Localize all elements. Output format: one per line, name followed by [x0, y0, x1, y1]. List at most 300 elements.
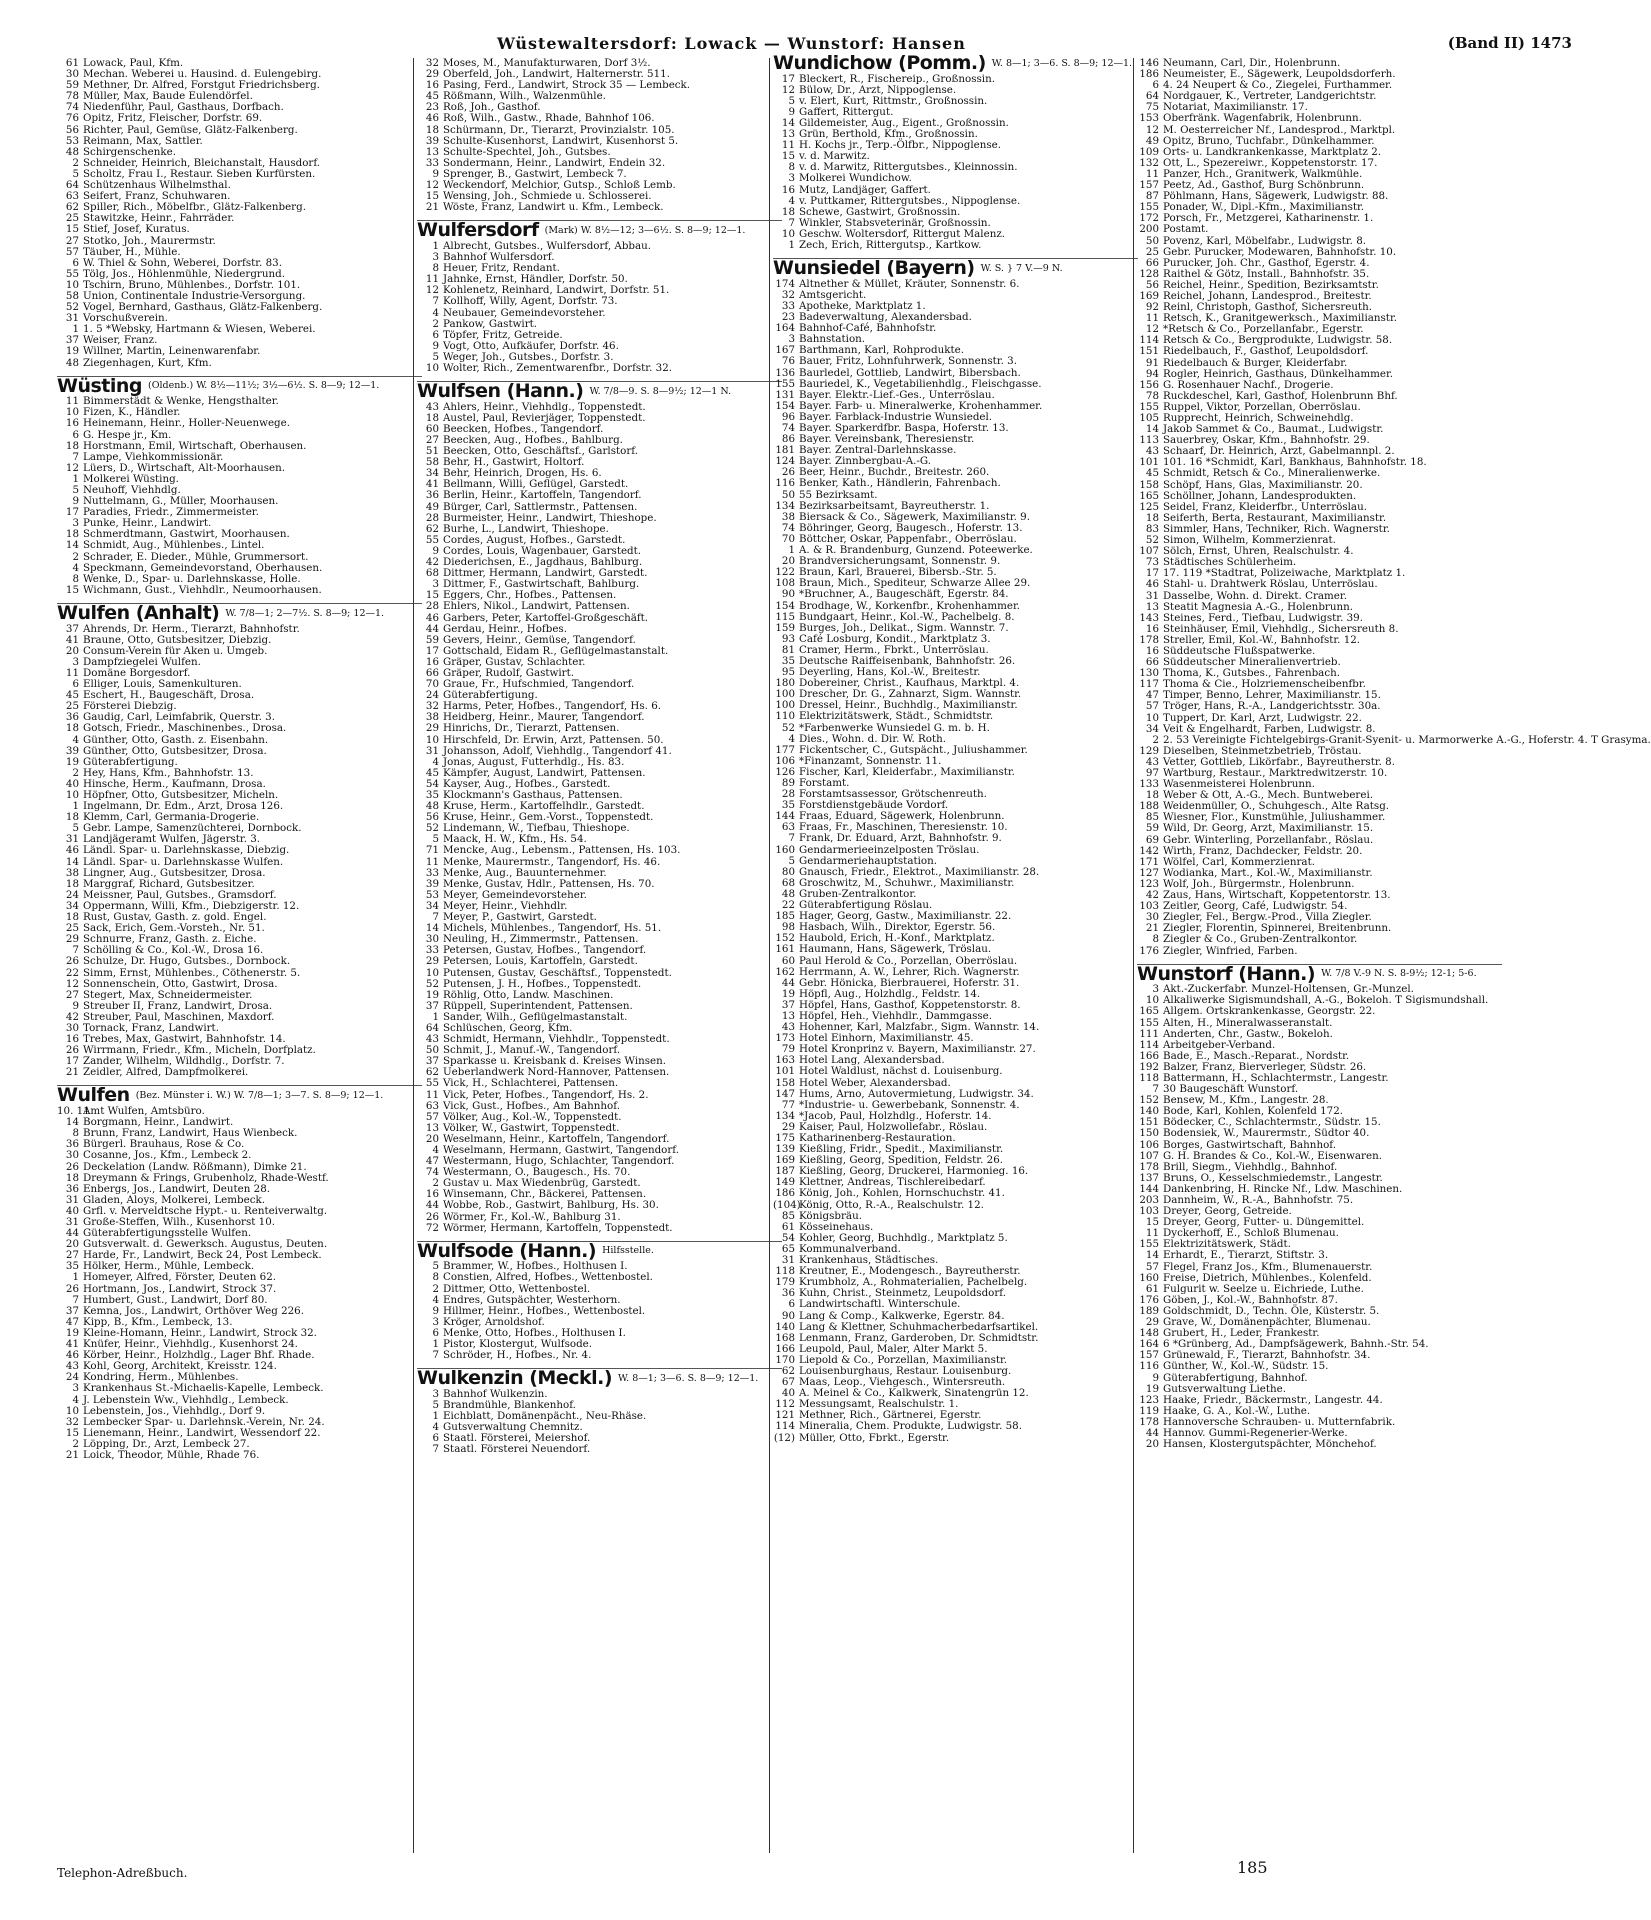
- subscriber-name: Braun, Karl, Brauerei, Bibersb.-Str. 5.: [799, 566, 997, 579]
- footer-publication: Telephon-Adreßbuch.: [57, 1866, 188, 1880]
- phone-number: 4: [72, 1393, 79, 1406]
- subscriber-name: Bahnhof Wulkenzin.: [443, 1387, 548, 1400]
- subscriber-name: Göben, J., Kol.-W., Bahnhofstr. 87.: [1163, 1293, 1338, 1306]
- subscriber-name: Landjägeramt Wulfen, Jägerstr. 3.: [83, 833, 261, 846]
- subscriber-name: Westermann, O., Baugesch., Hs. 70.: [443, 1166, 631, 1179]
- office-hours: W. 8—1; 3—6. S. 8—9; 12—1.: [618, 1372, 759, 1384]
- subscriber-name: Große-Steffen, Wilh., Kusenhorst 10.: [83, 1216, 276, 1229]
- subscriber-name: Kollhoff, Willy, Agent, Dorfstr. 73.: [443, 295, 618, 308]
- subscriber-name: Steatit Magnesia A.-G., Holenbrunn.: [1163, 600, 1353, 613]
- subscriber-name: Bahnstation.: [799, 333, 866, 346]
- subscriber-name: Biersack & Co., Sägewerk, Maximilianstr. 9.: [799, 510, 1031, 523]
- subscriber-name: Rüppell, Superintendent, Pattensen.: [443, 999, 633, 1012]
- directory-entry: [417, 202, 782, 213]
- column-divider: [769, 58, 770, 1853]
- column-4: [1137, 57, 1651, 1853]
- phone-number: 153: [1139, 112, 1159, 125]
- phone-number: 10: [65, 278, 79, 291]
- phone-number: 18: [1145, 789, 1159, 802]
- place-name: Wüsting: [57, 374, 143, 397]
- subscriber-name: Homeyer, Alfred, Förster, Deuten 62.: [83, 1271, 277, 1284]
- subscriber-name: Haubold, Erich, H.-Konf., Marktplatz.: [799, 932, 995, 945]
- subscriber-name: Wild, Dr. Georg, Arzt, Maximilianstr. 15.: [1163, 822, 1374, 835]
- phone-number: 9: [432, 339, 439, 352]
- phone-number: 2: [72, 550, 79, 563]
- phone-number: 169: [1139, 289, 1159, 302]
- subscriber-name: Putensen, J. H., Hofbes., Toppenstedt.: [443, 977, 642, 990]
- subscriber-name: Nuttelmann, G., Müller, Moorhausen.: [83, 495, 279, 508]
- phone-number: 16: [425, 655, 439, 668]
- subscriber-name: Klockmann's Gasthaus, Pattensen.: [443, 789, 623, 801]
- subscriber-name: Heinemann, Heinr., Holler-Neuenwege.: [83, 417, 290, 430]
- phone-number: 37: [781, 998, 795, 1011]
- subscriber-name: Liepold & Co., Porzellan, Maximilianstr.: [799, 1353, 1008, 1366]
- phone-number: 59: [65, 79, 79, 92]
- directory-entry: [57, 1450, 422, 1461]
- subscriber-name: Rößmann, Wilh., Walzenmühle.: [443, 90, 606, 103]
- directory-entry: [417, 1350, 782, 1361]
- phone-number: 48: [65, 356, 79, 369]
- phone-number: 30: [425, 933, 439, 946]
- subscriber-name: Försterei Diebzig.: [83, 700, 177, 713]
- phone-number: 14: [425, 922, 439, 935]
- phone-number: 5: [788, 94, 795, 107]
- subscriber-name: Hums, Arno, Autovermietung, Ludwigstr. 34.: [799, 1087, 1034, 1100]
- phone-number: 176: [1139, 944, 1159, 957]
- subscriber-name: Rupprecht, Heinrich, Schweinehdlg.: [1163, 412, 1354, 424]
- phone-number: 15: [425, 589, 439, 602]
- subscriber-name: Borges, Gastwirtschaft, Bahnhof.: [1163, 1138, 1336, 1151]
- subscriber-name: Hillmer, Heinr., Hofbes., Wettenbostel.: [443, 1304, 646, 1317]
- phone-number: 10: [65, 1404, 79, 1417]
- phone-number: 57: [1145, 700, 1159, 713]
- phone-number: 114: [1139, 1038, 1159, 1051]
- phone-number: 18: [65, 811, 79, 824]
- phone-number: 146: [1139, 57, 1159, 69]
- phone-number: 70: [781, 532, 795, 545]
- subscriber-name: Günther, Otto, Gasth. z. Eisenbahn.: [83, 733, 269, 746]
- phone-number: 143: [1139, 611, 1159, 624]
- phone-number: 2: [432, 1282, 439, 1295]
- subscriber-name: Gevers, Heinr., Gemüse, Tangendorf.: [443, 633, 636, 646]
- phone-number: 45: [65, 689, 79, 702]
- phone-number: 4: [788, 194, 795, 207]
- phone-number: 74: [781, 422, 795, 434]
- phone-number: 68: [781, 876, 795, 889]
- subscriber-name: Albrecht, Gutsbes., Wulfersdorf, Abbau.: [443, 239, 652, 252]
- phone-number: 151: [1139, 1116, 1159, 1129]
- subscriber-name: Vogt, Otto, Aufkäufer, Dorfstr. 46.: [443, 339, 619, 352]
- subscriber-name: Behr, Heinrich, Drogen, Hs. 6.: [443, 467, 602, 480]
- phone-number: 8: [72, 572, 79, 585]
- phone-number: 8: [1152, 933, 1159, 946]
- subscriber-name: Fraas, Eduard, Sägewerk, Holenbrunn.: [799, 810, 1005, 823]
- subscriber-name: Elliger, Louis, Samenkulturen.: [83, 678, 242, 691]
- directory-entry: [1137, 946, 1502, 957]
- phone-number: 31: [1145, 589, 1159, 602]
- phone-number: 124: [775, 455, 795, 468]
- office-hours: W. 8—1; 3—6. S. 8—9; 12—1.: [991, 57, 1133, 69]
- phone-number: 27: [425, 434, 439, 446]
- subscriber-name: v. d. Marwitz, Rittergutsbes., Kleinnossin.: [799, 161, 1018, 174]
- phone-number: 31: [425, 744, 439, 757]
- subscriber-name: Gruben-Zentralkontor.: [799, 887, 917, 900]
- place-name: Wundichow (Pomm.): [773, 52, 986, 74]
- subscriber-name: Westermann, Hugo, Schlachter, Tangendorf.: [443, 1155, 675, 1168]
- subscriber-name: Hölker, Herm., Mühle, Lembeck.: [83, 1260, 255, 1273]
- subscriber-name: Menke, Otto, Hofbes., Holthusen I.: [443, 1326, 626, 1339]
- phone-number: 156: [1139, 378, 1159, 391]
- subscriber-name: Diederichsen, E., Jagdhaus, Bahlburg.: [443, 556, 643, 569]
- phone-number: 19: [781, 987, 795, 1000]
- phone-number: 39: [425, 877, 439, 890]
- phone-number: 90: [781, 1309, 795, 1322]
- subscriber-name: Dasselbe, Wohn. d. Direkt. Cramer.: [1163, 589, 1347, 602]
- subscriber-name: Consum-Verein für Aken u. Umgeb.: [83, 644, 268, 657]
- place-name: Wulfsen (Hann.): [417, 380, 584, 403]
- subscriber-name: Timper, Benno, Lehrer, Maximilianstr. 15.: [1163, 689, 1381, 702]
- subscriber-name: Kemna, Jos., Landwirt, Orthöver Weg 226.: [83, 1304, 305, 1317]
- phone-number: 14: [65, 539, 79, 552]
- phone-number: 15: [1145, 1216, 1159, 1229]
- phone-number: 41: [425, 478, 439, 491]
- phone-number: 139: [775, 1143, 795, 1156]
- phone-number: 51: [425, 445, 439, 458]
- subscriber-name: Höpfel, Hans, Gasthof, Koppetenstorstr. 8.: [799, 998, 1021, 1011]
- phone-number: 6: [72, 678, 79, 691]
- phone-number: 23: [425, 101, 439, 114]
- subscriber-name: Güterabfertigungsstelle Wulfen.: [83, 1227, 252, 1240]
- phone-number: 152: [1139, 1094, 1159, 1107]
- subscriber-name: Petersen, Louis, Kartoffeln, Garstedt.: [443, 955, 638, 968]
- subscriber-name: Hortmann, Jos., Landwirt, Strock 37.: [83, 1282, 277, 1295]
- subscriber-name: König, Joh., Kohlen, Hornschuchstr. 41.: [799, 1187, 1005, 1200]
- phone-number: 42: [425, 556, 439, 569]
- subscriber-name: Hotel Weber, Alexandersbad.: [799, 1076, 951, 1089]
- phone-number: 203: [1139, 1194, 1159, 1207]
- phone-number: 13: [781, 128, 795, 141]
- subscriber-name: Tschirn, Bruno, Mühlenbes., Dorfstr. 101.: [83, 278, 301, 291]
- phone-number: 17: [781, 72, 795, 85]
- subscriber-name: *Retsch & Co., Porzellanfabr., Egerstr.: [1163, 323, 1364, 336]
- place-heading: [773, 52, 1138, 74]
- subscriber-name: Ehlers, Nikol., Landwirt, Pattensen.: [443, 600, 630, 613]
- subscriber-name: Beecken, Hofbes., Tangendorf.: [443, 422, 604, 435]
- phone-number: 63: [65, 190, 79, 203]
- subscriber-name: Horstmann, Emil, Wirtschaft, Oberhausen.: [83, 439, 307, 452]
- phone-number: 7: [432, 1443, 439, 1456]
- subscriber-name: Lowack, Paul, Kfm.: [83, 57, 184, 69]
- subscriber-name: Seiferth, Berta, Restaurant, Maximilianstr.: [1163, 511, 1387, 524]
- phone-number: 61: [781, 1220, 795, 1233]
- subscriber-name: Apotheke, Marktplatz 1.: [799, 299, 926, 312]
- subscriber-name: Arbeitgeber-Verband.: [1163, 1038, 1276, 1051]
- phone-number: 1: [432, 239, 439, 252]
- column-2: [417, 58, 782, 1853]
- subscriber-name: Schöllner, Johann, Landesprodukten.: [1163, 489, 1357, 502]
- subscriber-name: Deutsche Raiffeisenbank, Bahnhofstr. 26.: [799, 654, 1016, 667]
- subscriber-name: Putensen, Gustav, Geschäftsf., Toppenstedt.: [443, 966, 672, 979]
- phone-number: 66: [1145, 656, 1159, 669]
- subscriber-name: Tölg, Jos., Höhlenmühle, Niedergrund.: [83, 267, 285, 280]
- subscriber-name: Jonas, August, Futterhdlg., Hs. 83.: [443, 755, 625, 768]
- phone-number: 185: [775, 910, 795, 923]
- subscriber-name: *Farbenwerke Wunsiedel G. m. b. H.: [799, 721, 990, 734]
- subscriber-name: Porsch, Fr., Metzgerei, Katharinenstr. 1.: [1163, 212, 1374, 225]
- phone-number: 21: [65, 1448, 79, 1461]
- subscriber-name: Ponader, W., Dipl.-Kfm., Maximilianstr.: [1163, 201, 1365, 214]
- subscriber-name: Forstamtsassessor, Grötschenreuth.: [799, 788, 987, 801]
- phone-number: 74: [425, 1166, 439, 1179]
- subscriber-name: Gottschald, Eidam R., Geflügelmastanstalt.: [443, 644, 669, 657]
- subscriber-name: Elektrizitätswerk, Städt., Schmidtstr.: [799, 710, 994, 723]
- phone-number: 52: [425, 977, 439, 990]
- phone-number: 43: [1145, 445, 1159, 458]
- phone-number: 20: [1145, 1438, 1159, 1451]
- phone-number: 5: [788, 854, 795, 867]
- phone-number: 44: [65, 1227, 79, 1240]
- phone-number: 5: [72, 484, 79, 497]
- phone-number: 17: [425, 644, 439, 657]
- subscriber-name: Simm, Ernst, Mühlenbes., Cöthenerstr. 5.: [83, 966, 301, 979]
- phone-number: 15: [65, 223, 79, 236]
- phone-number: 67: [781, 1376, 795, 1389]
- phone-number: 31: [781, 1254, 795, 1267]
- phone-number: 80: [781, 865, 795, 878]
- phone-number: 34: [65, 899, 79, 912]
- phone-number: 31: [65, 1193, 79, 1206]
- phone-number: 5: [432, 1398, 439, 1411]
- place-heading: [773, 257, 1138, 280]
- subscriber-name: Wörmer, Hermann, Kartoffeln, Toppenstedt.: [443, 1221, 673, 1234]
- subscriber-name: Lebenstein, Jos., Viehhdlg., Dorf 9.: [83, 1404, 266, 1417]
- subscriber-name: Streuber II, Franz, Landwirt, Drosa.: [83, 999, 273, 1012]
- phone-number: 57: [1145, 1260, 1159, 1273]
- phone-number: 126: [775, 765, 795, 778]
- subscriber-name: Schützenhaus Wilhelmsthal.: [83, 179, 231, 192]
- phone-number: 13: [781, 1009, 795, 1022]
- subscriber-name: Gebr. Lampe, Samenzüchterei, Dornbock.: [83, 822, 302, 835]
- phone-number: 52: [781, 721, 795, 734]
- subscriber-name: Kießling, Fridr., Spedit., Maximilianstr.: [799, 1143, 1004, 1156]
- subscriber-name: Oberfränk. Wagenfabrik, Holenbrunn.: [1163, 112, 1362, 125]
- subscriber-name: Kröger, Arnoldshof.: [443, 1315, 545, 1328]
- subscriber-name: Güterabfertigung.: [443, 689, 538, 702]
- subscriber-name: Beer, Heinr., Buchdr., Breitestr. 260.: [799, 466, 990, 479]
- subscriber-name: Gräper, Gustav, Schlachter.: [443, 655, 586, 668]
- subscriber-name: Bayer. Zinnbergbau-A.-G.: [799, 455, 932, 468]
- phone-number: 71: [425, 844, 439, 857]
- phone-number: 4: [788, 732, 795, 745]
- phone-number: 118: [1139, 1071, 1159, 1084]
- running-title: Wüstewaltersdorf: Lowack — Wunstorf: Hansen: [497, 34, 966, 53]
- place-heading: [1137, 962, 1502, 985]
- phone-number: 74: [65, 101, 79, 114]
- subscriber-name: Weselmann, Hermann, Gastwirt, Tangendorf.: [443, 1144, 680, 1156]
- phone-number: 111: [1139, 1027, 1159, 1040]
- phone-number: 20: [781, 555, 795, 568]
- phone-number: 116: [775, 477, 795, 490]
- subscriber-name: Dyckerhoff, E., Schloß Blumenau.: [1163, 1227, 1339, 1240]
- subscriber-name: Ruckdeschel, Karl, Gasthof, Holenbrunn Bhf.: [1163, 389, 1398, 402]
- subscriber-name: Müller, Max, Baude Eulendörfel.: [83, 90, 253, 103]
- phone-number: 27: [65, 1249, 79, 1262]
- subscriber-name: Bayer. Sparkerdfbr. Baspa, Hoferstr. 13.: [799, 422, 1009, 434]
- phone-number: 57: [425, 1110, 439, 1123]
- phone-number: 155: [775, 377, 795, 390]
- subscriber-name: Union, Continentale Industrie-Versorgung.: [83, 289, 306, 302]
- phone-number: 68: [425, 567, 439, 580]
- subscriber-name: Café Losburg, Kondit., Marktplatz 3.: [799, 632, 991, 645]
- phone-number: 63: [781, 821, 795, 834]
- phone-number: 178: [1139, 1415, 1159, 1428]
- phone-number: 43: [65, 1360, 79, 1373]
- subscriber-name: Maas, Leop., Viehgesch., Wintersreuth.: [799, 1376, 1006, 1389]
- subscriber-name: Bode, Karl, Kohlen, Kolenfeld 172.: [1163, 1105, 1344, 1118]
- phone-number: 186: [775, 1187, 795, 1200]
- phone-number: 189: [1139, 1304, 1159, 1317]
- phone-number: 93: [781, 632, 795, 645]
- phone-number: 103: [1139, 1205, 1159, 1218]
- subscriber-name: Menke, Maurermstr., Tangendorf, Hs. 46.: [443, 855, 661, 868]
- subscriber-name: Herrmann, A. W., Lehrer, Rich. Wagnerstr.: [799, 965, 1020, 978]
- subscriber-name: Dreyer, Georg, Getreide.: [1163, 1205, 1292, 1218]
- subscriber-name: Grfl. v. Merveldtsche Hypt.- u. Renteiverwaltg.: [83, 1204, 328, 1217]
- subscriber-name: Alten, H., Mineralwasseranstalt.: [1163, 1016, 1333, 1029]
- phone-number: 9: [1152, 1371, 1159, 1384]
- phone-number: 18: [65, 439, 79, 452]
- phone-number: 44: [1145, 1426, 1159, 1439]
- phone-number: 15: [781, 150, 795, 163]
- subscriber-name: Schmidt, Hermann, Viehhdlr., Toppenstedt.: [443, 1033, 670, 1046]
- subscriber-name: Gaffert, Rittergut.: [799, 105, 894, 118]
- phone-number: 30: [65, 68, 79, 81]
- phone-number: 56: [65, 123, 79, 136]
- phone-number: 30: [65, 1149, 79, 1162]
- subscriber-name: Neumeister, E., Sägewerk, Leupoldsdorferh.: [1163, 68, 1396, 81]
- subscriber-name: Jahnke, Ernst, Händler, Dorfstr. 50.: [443, 273, 628, 286]
- subscriber-name: Ziegler, Fel., Bergw.-Prod., Villa Ziegler.: [1163, 911, 1372, 924]
- place-heading: [417, 1367, 782, 1390]
- phone-number: 152: [775, 932, 795, 945]
- phone-number: 20: [65, 1238, 79, 1251]
- phone-number: 13: [1145, 600, 1159, 613]
- phone-number: 92: [1145, 301, 1159, 314]
- subscriber-name: Sparkasse u. Kreisbank d. Kreises Winsen.: [443, 1055, 667, 1068]
- volume-page-number: (Band II) 1473: [1447, 34, 1572, 52]
- phone-number: 22: [781, 899, 795, 912]
- phone-number: 123: [1139, 877, 1159, 890]
- phone-number: 159: [775, 621, 795, 634]
- subscriber-name: Bülow, Dr., Arzt, Nippoglense.: [799, 83, 957, 96]
- phone-number: 157: [1139, 1349, 1159, 1362]
- phone-number: 21: [425, 201, 439, 214]
- phone-number: 98: [781, 921, 795, 934]
- subscriber-name: Veit & Engelhardt, Farben, Ludwigstr. 8.: [1163, 722, 1376, 735]
- subscriber-name: v. Puttkamer, Rittergutsbes., Nippoglense.: [799, 194, 1021, 207]
- subscriber-name: Staatl. Försterei Neuendorf.: [443, 1443, 591, 1456]
- directory-entry: [57, 358, 422, 369]
- phone-number: 119: [1139, 1404, 1159, 1417]
- phone-number: 32: [65, 1415, 79, 1428]
- phone-number: 7: [72, 1293, 79, 1306]
- place-name: Wulfen: [57, 1084, 130, 1107]
- phone-number: 19: [65, 1326, 79, 1339]
- phone-number: 46: [65, 844, 79, 857]
- phone-number: 50: [425, 1044, 439, 1057]
- phone-number: 101: [1139, 456, 1159, 469]
- subscriber-name: Punke, Heinr., Landwirt.: [83, 517, 212, 530]
- subscriber-name: Schmidt, Aug., Mühlenbes., Lintel.: [83, 539, 265, 552]
- phone-number: 107: [1139, 1149, 1159, 1162]
- place-heading: [417, 219, 782, 242]
- subscriber-name: Drescher, Dr. G., Zahnarzt, Sigm. Wannstr.: [799, 688, 1022, 701]
- subscriber-name: Vick, Gust., Hofbes., Am Bahnhof.: [443, 1099, 620, 1112]
- phone-number: 17: [1145, 567, 1159, 580]
- page-footer: [57, 1858, 1572, 1886]
- subscriber-name: Orts- u. Landkrankenkasse, Marktplatz 2.: [1163, 145, 1382, 158]
- subscriber-name: Richter, Paul, Gemüse, Glätz-Falkenberg.: [83, 123, 298, 136]
- phone-number: 2: [72, 156, 79, 169]
- phone-number: 34: [425, 467, 439, 480]
- phone-number: 129: [1139, 744, 1159, 757]
- phone-number: 95: [781, 666, 795, 679]
- subscriber-name: Bürger, Carl, Sattlermstr., Pattensen.: [443, 500, 638, 513]
- phone-number: 44: [781, 976, 795, 989]
- subscriber-name: Bahnhof Wulfersdorf.: [443, 251, 555, 264]
- phone-number: 1: [432, 1338, 439, 1351]
- subscriber-name: Schröder, H., Hofbes., Nr. 4.: [443, 1349, 592, 1362]
- phone-number: 34: [1145, 722, 1159, 735]
- subscriber-name: Schaarf, Dr. Heinrich, Arzt, Gabelmannpl. 2.: [1163, 445, 1395, 458]
- subscriber-name: Schulze, Dr. Hugo, Gutsbes., Dornbock.: [83, 955, 291, 968]
- subscriber-name: Amtsgericht.: [799, 288, 867, 301]
- column-3: [773, 52, 1138, 1853]
- phone-number: 12: [425, 284, 439, 297]
- phone-number: 7: [788, 216, 795, 229]
- phone-number: 75: [1145, 101, 1159, 114]
- phone-number: 27: [65, 988, 79, 1001]
- subscriber-name: Güterabfertigung Röslau.: [799, 899, 933, 912]
- phone-number: 166: [1139, 1049, 1159, 1062]
- phone-number: 187: [775, 1165, 795, 1178]
- subscriber-name: Endres, Gutspächter, Westerhorn.: [443, 1293, 621, 1306]
- phone-number: 40: [781, 1387, 795, 1400]
- phone-number: 18: [65, 722, 79, 735]
- office-hours: W. 7/8—1; 2—7½. S. 8—9; 12—1.: [225, 607, 385, 619]
- phone-number: 32: [425, 700, 439, 713]
- phone-number: 7: [72, 944, 79, 957]
- subscriber-name: Jakob Sammet & Co., Baumat., Ludwigstr.: [1163, 423, 1384, 436]
- subscriber-name: Schöpf, Hans, Glas, Maximilianstr. 20.: [1163, 478, 1363, 491]
- subscriber-name: Schmidt, Retsch & Co., Mineralienwerke.: [1163, 467, 1381, 480]
- phone-number: 59: [425, 633, 439, 646]
- subscriber-name: Reinl, Christoph, Gasthof, Sichersreuth.: [1163, 301, 1373, 314]
- subscriber-name: Gladen, Aloys, Molkerei, Lembeck.: [83, 1193, 265, 1206]
- subscriber-name: Molkerei Wundichow.: [799, 172, 912, 185]
- phone-number: 49: [425, 500, 439, 513]
- subscriber-name: Staatl. Försterei, Meiershof.: [443, 1432, 591, 1445]
- subscriber-name: v. Elert, Kurt, Rittmstr., Großnossin.: [799, 94, 988, 107]
- subscriber-name: Kleine-Homann, Heinr., Landwirt, Strock 32.: [83, 1326, 317, 1339]
- phone-number: 62: [425, 1066, 439, 1079]
- phone-number: 53: [425, 888, 439, 901]
- subscriber-name: Röhlig, Otto, Landw. Maschinen.: [443, 988, 614, 1001]
- phone-number: 46: [425, 112, 439, 125]
- subscriber-name: Bundgaart, Heinr., Kol.-W., Pachelbelg. 8.: [799, 610, 1015, 623]
- subscriber-name: Loick, Theodor, Mühle, Rhade 76.: [83, 1448, 260, 1461]
- phone-number: 3: [788, 172, 795, 185]
